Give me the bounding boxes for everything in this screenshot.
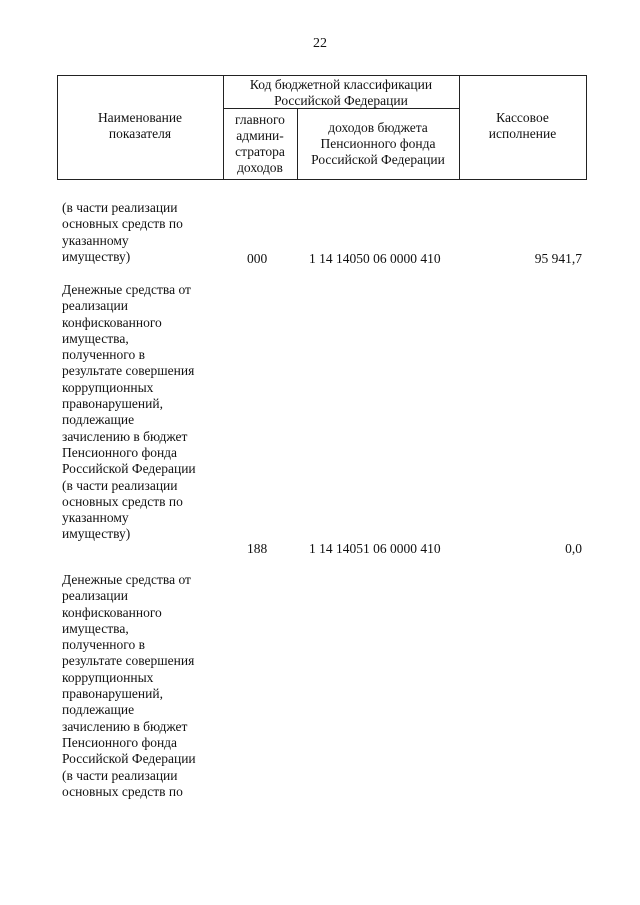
header-cash-line: исполнение <box>488 126 557 141</box>
row-budget-code: 1 14 14051 06 0000 410 <box>309 541 441 556</box>
row-name-line: Пенсионного фонда <box>62 444 178 460</box>
row-name-line: коррупционных <box>62 669 154 685</box>
row-name-line: зачислению в бюджет <box>62 428 188 444</box>
header-code-group <box>223 77 459 109</box>
header-income-line: Российской Федерации <box>311 152 445 167</box>
row-name-line: основных средств по <box>62 216 183 232</box>
header-name-column <box>57 110 223 142</box>
row-name-cell <box>62 572 222 800</box>
row-name-line: (в части реализации <box>62 477 178 493</box>
row-admin-code: 000 <box>247 251 268 266</box>
row-name-line: Пенсионного фонда <box>62 734 178 750</box>
header-bottom-border <box>57 179 587 180</box>
row-name-line: Денежные средства от <box>62 282 191 297</box>
row-name-line: (в части реализации <box>62 200 178 215</box>
row-name-line: (в части реализации <box>62 767 178 783</box>
row-name-line: основных средств по <box>62 783 183 799</box>
header-income-line: Пенсионного фонда <box>320 136 436 151</box>
header-code-group-line: Российской Федерации <box>274 93 408 108</box>
row-name-line: правонарушений, <box>62 396 163 412</box>
header-right-border <box>586 75 587 180</box>
row-name-line: результате совершения <box>62 363 195 379</box>
row-name-line: Российской Федерации <box>62 751 196 767</box>
header-cash-line: Кассовое <box>496 110 549 125</box>
header-name-line: Наименование <box>97 110 183 125</box>
row-name-line: подлежащие <box>62 702 135 718</box>
row-name-line: полученного в <box>62 637 145 653</box>
header-code-group-line: Код бюджетной классификации <box>249 77 433 92</box>
header-income-line: доходов бюджета <box>328 120 428 135</box>
header-admin-line: доходов <box>237 160 283 175</box>
header-admin-line: админи- <box>236 128 284 143</box>
row-name-line: коррупционных <box>62 379 154 395</box>
row-budget-code: 1 14 14050 06 0000 410 <box>309 251 441 266</box>
row-admin-code: 188 <box>247 541 268 556</box>
row-name-cell <box>62 282 222 543</box>
row-name-line: реализации <box>62 298 128 314</box>
row-name-line: Российской Федерации <box>62 461 196 477</box>
row-name-line: указанному <box>62 232 129 248</box>
row-name-line: конфискованного <box>62 604 162 620</box>
row-name-line: указанному <box>62 510 129 526</box>
page-number: 22 <box>313 36 327 51</box>
header-admin-line: стратора <box>235 144 285 159</box>
header-cash-column <box>459 110 586 142</box>
row-name-line: имущества, <box>62 330 129 346</box>
row-name-line: имуществу) <box>62 248 131 264</box>
row-name-cell <box>62 200 222 265</box>
header-name-line: показателя <box>108 126 172 141</box>
row-name-line: Денежные средства от <box>62 572 191 587</box>
row-name-line: конфискованного <box>62 314 162 330</box>
header-income-column <box>297 120 459 168</box>
row-amount: 95 941,7 <box>534 251 582 266</box>
header-admin-line: главного <box>235 112 285 127</box>
row-amount: 0,0 <box>565 541 582 556</box>
row-name-line: имущества, <box>62 620 129 636</box>
row-name-line: реализации <box>62 588 128 604</box>
row-name-line: зачислению в бюджет <box>62 718 188 734</box>
row-name-line: основных средств по <box>62 493 183 509</box>
row-name-line: правонарушений, <box>62 686 163 702</box>
header-top-border <box>57 75 587 76</box>
header-admin-column <box>223 112 297 176</box>
row-name-line: подлежащие <box>62 412 135 428</box>
row-name-line: полученного в <box>62 347 145 363</box>
row-name-line: имуществу) <box>62 526 131 542</box>
row-name-line: результате совершения <box>62 653 195 669</box>
